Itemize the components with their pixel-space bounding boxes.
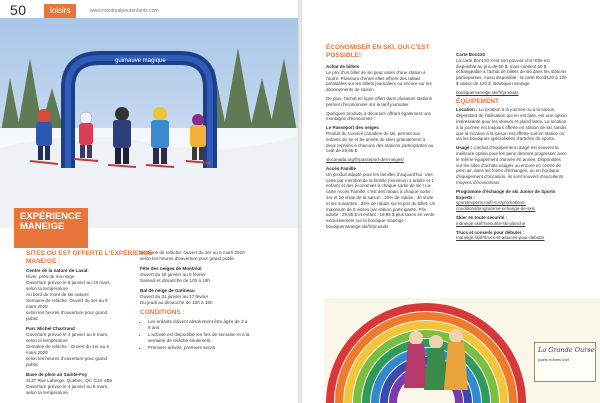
paragraph-title: Skier en toute sécurité :: [456, 214, 508, 220]
securite-link[interactable]: maneige.ski/fr/securite-ski-planche: [456, 220, 526, 226]
condition-item: • Premiers arrivés, premiers servis.: [148, 345, 250, 351]
site-line: Ouvert du 31 janvier au 17 février: [140, 294, 209, 299]
paragraph: [456, 107, 568, 142]
paragraph-title: Carte Bon120: [456, 52, 486, 57]
site-line: selon les heures d'ouverture pour grand public: [140, 256, 235, 261]
paragraph-text: Produit du Conseil canadien du ski, permet aux enfants de 4e et 5e année de skier gratuitement à deux reprises à chacune des stations participantes au coût de 29,95 $.: [326, 130, 434, 154]
site-line: Ouverture prévue le 4 janvier au 8 mars,: [26, 332, 109, 337]
paragraph: [456, 215, 568, 227]
sites-column-1: [26, 268, 118, 396]
boutique-link[interactable]: boutiquemaneige.ski/fr/produits: [456, 89, 519, 95]
site-name: Bal de neige de Gatineau: [140, 288, 195, 293]
site-entry: [26, 326, 118, 368]
site-line: selon les heures d'ouverture pour grand public: [26, 356, 108, 367]
site-entry: [140, 266, 250, 284]
feature-title-line2: MANEIGE: [20, 221, 65, 232]
paragraph: [326, 157, 436, 163]
paragraph: [326, 96, 436, 108]
site-line: Samedi et dimanche de 10h à 18h: [140, 278, 210, 283]
equipment-heading: ÉQUIPEMENT: [456, 97, 499, 105]
paragraph-text: Quelques produits à découvrir offrant également une montagne d'économies :: [326, 110, 431, 122]
site-line: 3137 Rue Laberge, Québec, QC G1X 4B5: [26, 378, 113, 383]
paragraph: [456, 52, 568, 87]
conditions-list: [140, 319, 250, 351]
store-logo-name: La Grande Ourse: [538, 346, 595, 354]
site-entry: [26, 268, 118, 322]
trucs-link[interactable]: maneige.ski/fr/trucs-et-astuces-pour-debuter: [456, 235, 545, 241]
feature-title-block: [14, 208, 88, 248]
site-line: Ouvert du 18 janvier au 9 février: [140, 272, 206, 277]
arch-banner-text: guimauve magique: [115, 58, 166, 64]
paragraph: [326, 166, 436, 230]
site-line: selon la température: [26, 338, 68, 343]
passeport-link[interactable]: skicanada.org/fr/passeport-des-neiges/: [326, 157, 404, 163]
site-name: Centre de la nature de Laval:: [26, 268, 89, 273]
paragraph-text: Un produit adapté pour les familles d'aujourd'hui. Une carte par membre de la famille (minimum 1 adulte et 1 enfant) et des économies à chaque sortie de ski ! La carte Accès Famille, c'est des rabais à chaque sortie : 1er et 2e visite de la saison : 20% de rabais ; 3e visite et les suivantes : 35% de rabais sur le prix du billet. Un maximum de 5 visites par station participante. Prix adulte : 29,95 $ et enfant : 19,95 $ plus taxes en vente exclusivement sur la boutique maneige : boutiquemaneige.ski/fr/produits: [326, 171, 436, 229]
paragraph-text: Le prix d'un billet de ski peut varier d'une station à l'autre. Plusieurs d'entre elles offrent des rabais préalables sur les billets journaliers ou encore sur les abonnements de saison.: [326, 69, 432, 93]
site-line: Ouverture prévue le 4 janvier au 8 mars,: [26, 384, 109, 389]
paragraph-title: Trucs et conseils pour débuter :: [456, 229, 525, 235]
site-name: Fête des neiges de Montréal: [140, 266, 202, 271]
sites-subheading: SITES OÙ EST OFFERTE L'EXPÉRIENCE MANEIGE :: [26, 250, 153, 265]
paragraph: [456, 90, 568, 96]
paragraph: [456, 230, 568, 242]
savings-heading: ÉCONOMISER EN SKI, OUI C'EST POSSIBLE!: [326, 44, 430, 59]
site-line: Ouverture prévue le 8 janvier au 15 mars,: [26, 280, 111, 285]
site-line: Du jeudi au dimanche de 10h à 18h: [140, 300, 213, 305]
left-page: [0, 0, 298, 403]
site-line: selon la température: [26, 286, 68, 291]
paragraph-text: La carte Bon120 s'est son pouvoir d'or! Elle est disponible au prix de 50 $, mais contient 60 $ échangeable à l'achat de billets de ski dans les stations participantes. Aussi disponible : la carte Bon$120 à 100 $ valeur de 120 $. Boutique maneige.: [456, 57, 567, 86]
ski-kids-photo: [0, 18, 298, 228]
paragraph-title: Programme d'échange de ski Junior de Sports Experts :: [456, 188, 556, 200]
site-line: Au bord du mont de ski naturel: [26, 292, 89, 297]
site-url: www.montrealpourenfants.com: [90, 8, 159, 14]
condition-item: • Les enfants doivent absolument être âgés de 3 à 8 ans.: [148, 319, 250, 331]
paragraph: [326, 111, 436, 123]
store-logo-tagline: jouets et livres d'art: [538, 358, 569, 362]
paragraph-title: Le Passeport des neiges: [326, 125, 379, 131]
paragraph: [326, 64, 436, 93]
site-line: Hiver, près de ma neige: [26, 274, 75, 279]
paragraph-title: Achat de billets: [326, 64, 360, 69]
site-entry: [140, 288, 250, 306]
conditions-heading: CONDITIONS :: [140, 309, 185, 316]
savings-column-2: [456, 52, 568, 244]
paragraph-text: De plus, l'achat en ligne offert dans plusieurs stations permet d'économiser sur le tarif journalier.: [326, 95, 433, 107]
page-number: 50: [10, 2, 27, 18]
site-line: Semaine de relâche: Ouvert du 1er au 5 mars 2020: [140, 250, 245, 255]
paragraph: [456, 145, 568, 186]
paragraph-text: L'achat d'équipement usagé est souvent la meilleure option pour les gens désirant progresser avec le même équipement d'année en année. Disponibles sur les sites d'achats usagés ou encore en centre de plein air, dans les foires d'échanges, ou en boutique d'équipement d'occasion, ils sont souvent d'excellents moyens d'économiser.: [456, 145, 567, 185]
toy-store-ad[interactable]: [324, 298, 600, 403]
site-line: selon la température: [26, 390, 68, 395]
site-name: Base de plein air Sainte-Foy: [26, 372, 88, 377]
paragraph-title: Location :: [456, 107, 478, 113]
sites-column-2: [140, 250, 250, 352]
site-entry: [26, 372, 118, 396]
paragraph: [326, 125, 436, 154]
site-line: selon les heures d'ouverture pour grand public: [26, 310, 108, 321]
site-line: Semaine de relâche: Ouvert du 1er au 5 mars 2020: [26, 298, 108, 309]
condition-item: • L'activité est disponible les fins de semaine et à la semaine de relâche seulement.: [148, 332, 250, 344]
site-name: Parc Michel Chartrand: [26, 326, 75, 331]
paragraph-title: Accès Famille: [326, 165, 357, 171]
feature-title-line1: EXPÉRIENCE: [20, 211, 82, 222]
site-line: Semaine de relâche : Ouvert du 1er au 5 mars 2020: [26, 344, 109, 355]
echange-link[interactable]: sportsexperts.ca/fr-CA/promotions-conditions/programme-echange-de-skis: [456, 200, 536, 212]
store-logo: [534, 342, 596, 382]
paragraph-text: La location à la journée ou à la saison, dépendant de l'utilisation qui en est faite, est une option intéressante pour les skieurs et planchistes. La location à la journée est toujours offerte en station de ski, tandis que la location à la saison est offerte soit en station ou via les boutiques spécialisées d'articles de sports.: [456, 107, 567, 142]
paragraph-title: Usagé :: [456, 145, 473, 151]
savings-column-1: [326, 64, 436, 233]
section-tab: loisirs: [44, 4, 76, 18]
paragraph: [456, 189, 568, 212]
photo-illustration: [0, 18, 298, 228]
